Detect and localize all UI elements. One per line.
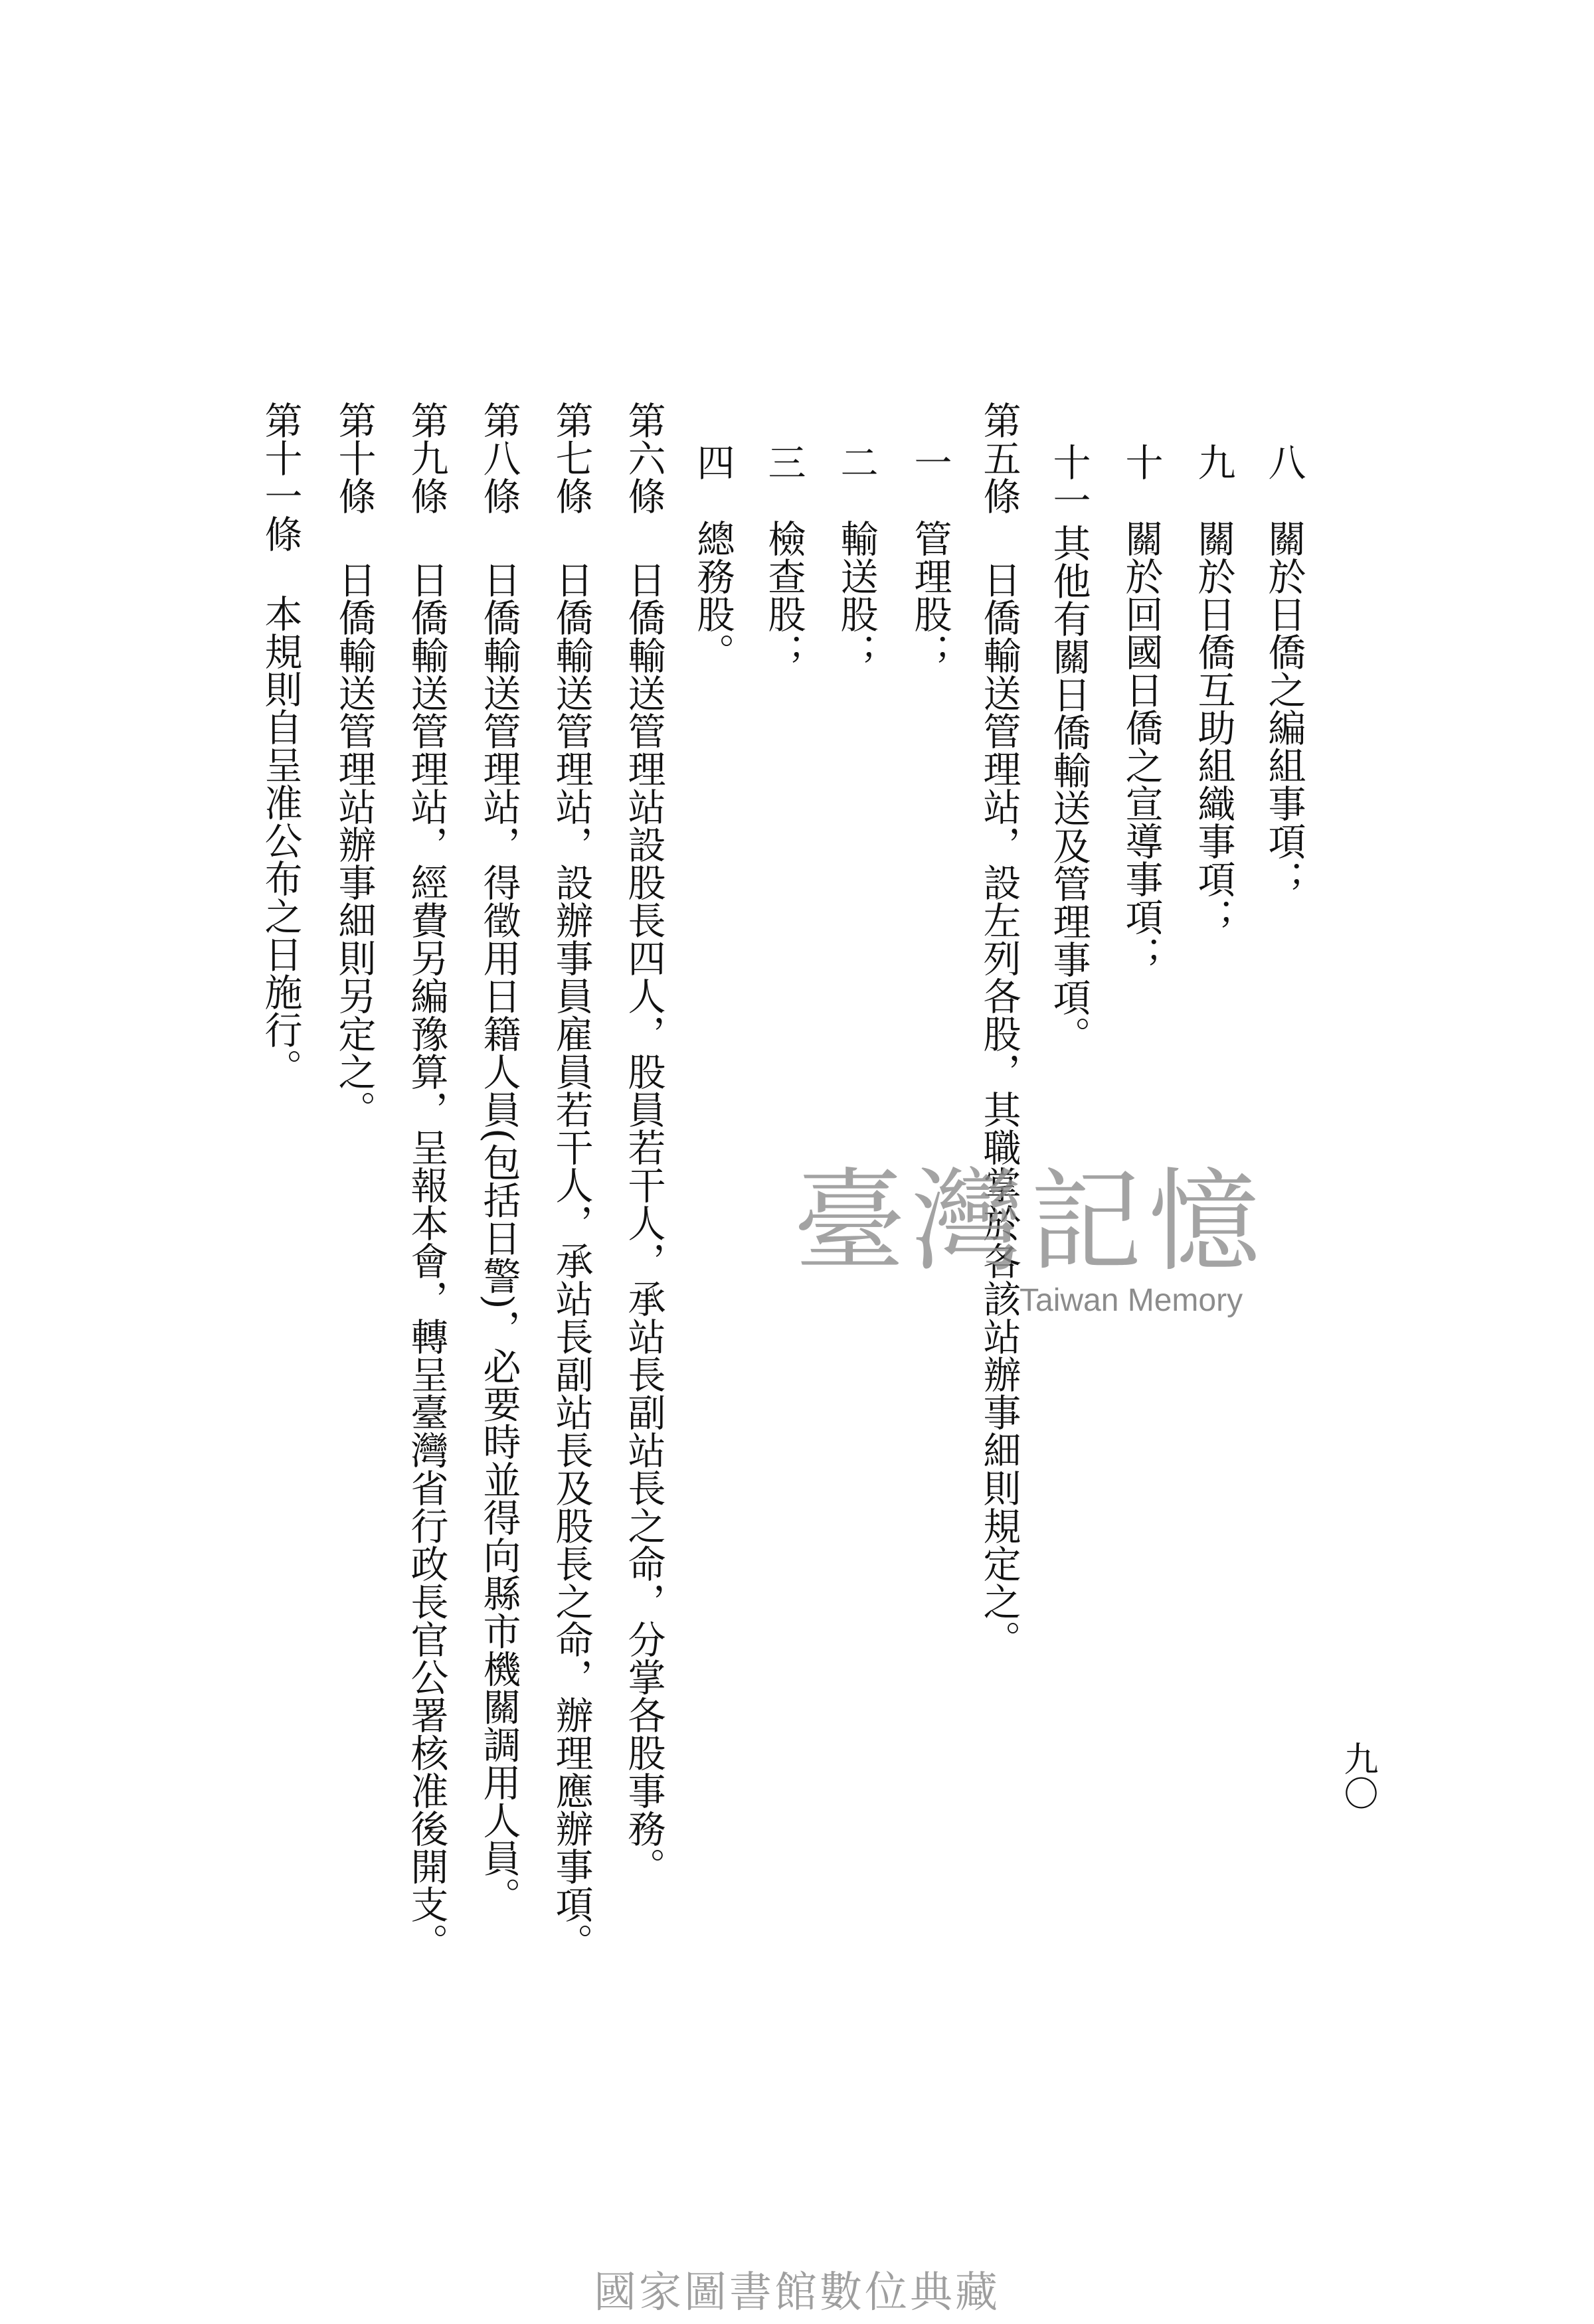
article-9 bbox=[406, 0, 446, 2058]
article-heading: 第六條 bbox=[622, 401, 665, 515]
article-text: 本規則自呈准公布之日施行。 bbox=[258, 594, 302, 1086]
item-text: 關於日僑之編組事項； bbox=[1262, 519, 1306, 898]
page-number: 九〇 bbox=[1338, 1741, 1377, 1810]
item-number: 二 bbox=[834, 443, 878, 481]
section-item-3 bbox=[764, 0, 804, 2058]
item-text: 檢查股； bbox=[762, 519, 806, 671]
item-number: 四 bbox=[691, 443, 735, 481]
item-text: 關於回國日僑之宣導事項； bbox=[1119, 519, 1163, 973]
clause-item-9 bbox=[1194, 0, 1233, 2058]
article-7 bbox=[551, 0, 591, 2058]
item-number: 十 bbox=[1119, 443, 1163, 481]
item-number: 九 bbox=[1192, 443, 1235, 481]
article-11 bbox=[260, 0, 300, 2058]
item-text: 總務股。 bbox=[691, 519, 735, 671]
article-text: 日僑輸送管理站辦事細則另定之。 bbox=[332, 560, 376, 1128]
clause-item-10 bbox=[1121, 0, 1161, 2058]
item-text: 其他有關日僑輸送及管理事項。 bbox=[1047, 524, 1091, 1054]
article-heading: 第五條 bbox=[977, 401, 1021, 515]
item-number: 八 bbox=[1262, 443, 1306, 481]
watermark-title: 臺灣記憶 bbox=[794, 1157, 1267, 1287]
section-item-2 bbox=[836, 0, 876, 2058]
clause-item-11 bbox=[1049, 0, 1089, 2058]
article-6 bbox=[624, 0, 664, 2058]
article-heading: 第七條 bbox=[549, 401, 593, 515]
item-number: 十一 bbox=[1047, 443, 1091, 519]
section-item-4 bbox=[693, 0, 733, 2058]
item-text: 管理股； bbox=[908, 519, 952, 671]
item-text: 關於日僑互助組織事項； bbox=[1192, 519, 1235, 936]
article-text: 日僑輸送管理站，設辦事員雇員若干人，承站長副站長及股長之命，辦理應辦事項。 bbox=[549, 560, 593, 1961]
article-heading: 第九條 bbox=[404, 401, 448, 515]
article-text: 日僑輸送管理站設股長四人，股員若干人，承站長副站長之命，分掌各股事務。 bbox=[622, 560, 665, 1885]
section-item-1 bbox=[910, 0, 950, 2058]
item-number: 一 bbox=[908, 443, 952, 481]
article-text: 日僑輸送管理站，經費另編豫算，呈報本會，轉呈臺灣省行政長官公署核准後開支。 bbox=[404, 560, 448, 1961]
item-number: 三 bbox=[762, 443, 806, 481]
footer-credit: 國家圖書館數位典藏 bbox=[594, 2268, 1000, 2317]
article-text: 日僑輸送管理站，設左列各股，其職掌於各該站辦事細則規定之。 bbox=[977, 560, 1021, 1658]
article-heading: 第十一條 bbox=[258, 401, 302, 552]
article-10 bbox=[334, 0, 374, 2058]
article-heading: 第八條 bbox=[477, 401, 521, 515]
article-5 bbox=[979, 0, 1019, 2058]
article-8 bbox=[479, 0, 519, 2058]
article-heading: 第十條 bbox=[332, 401, 376, 515]
article-text: 日僑輸送管理站，得徵用日籍人員(包括日警)，必要時並得向縣市機關調用人員。 bbox=[477, 560, 521, 1915]
watermark-subtitle: Taiwan Memory bbox=[1019, 1283, 1243, 1318]
item-text: 輸送股； bbox=[834, 519, 878, 671]
clause-item-8 bbox=[1264, 0, 1304, 2058]
